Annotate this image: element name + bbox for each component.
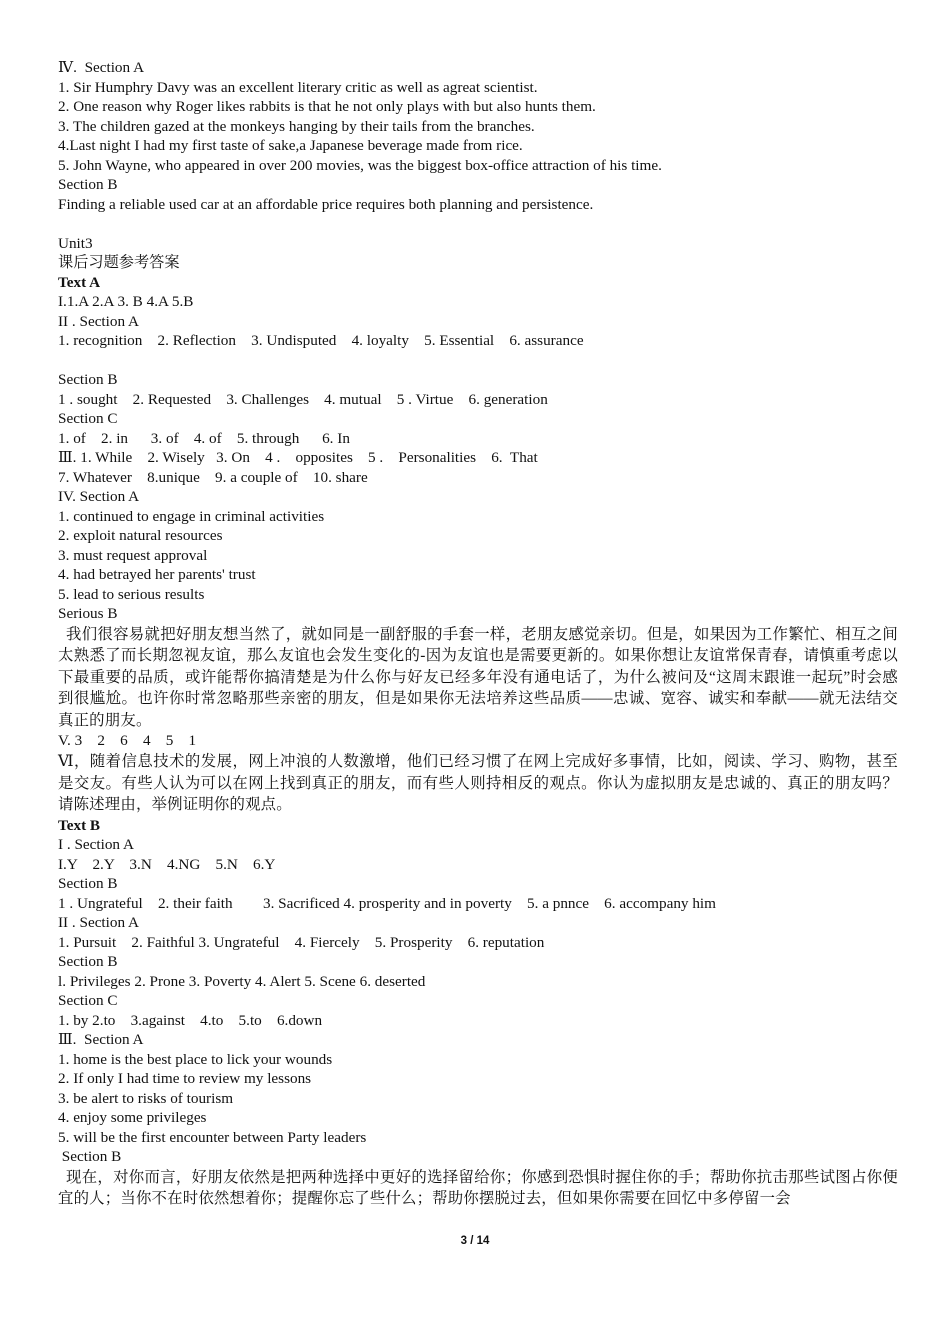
section-heading: I . Section A (58, 836, 134, 854)
text-line: 4.Last night I had my first taste of sake,a Japanese beverage made from rice. (58, 137, 523, 154)
text-line: 2. If only I had time to review my lessons (58, 1070, 312, 1088)
text-line: 2. One reason why Roger likes rabbits is that he not only plays with but also hunts them. (58, 98, 596, 115)
text-line: 4. had betrayed her parents' trust (58, 566, 256, 583)
text-line: 5. lead to serious results (58, 585, 205, 603)
answers-heading: 课后习题参考答案 (58, 254, 180, 271)
section-heading: Section B (58, 953, 118, 971)
text-line: 5. will be the first encounter between Party leaders (58, 1128, 367, 1146)
text-line: 7. Whatever 8.unique 9. a couple of 10. share (58, 468, 368, 486)
page-number: 3 / 14 (460, 1235, 490, 1247)
text-line: 5. John Wayne, who appeared in over 200 movies, was the biggest box-office attraction of his time. (58, 156, 662, 174)
chinese-paragraph: 现在，对你而言，好朋友依然是把两种选择中更好的选择留给你；你感到恐惧时握住你的手；帮助你抗击那些试图占你便宜的人；当你不在时依然想着你；提醒你忘了些什么；帮助你摆脱过去，但如果你需要在回忆中多停留一会 (58, 1168, 898, 1208)
text-line: 3. The children gazed at the monkeys hanging by their tails from the branches. (58, 117, 535, 135)
unit-heading: Unit3 (58, 234, 93, 252)
text-line: l. Privileges 2. Prone 3. Poverty 4. Alert 5. Scene 6. deserted (58, 972, 426, 990)
text-line: I.Y 2.Y 3.N 4.NG 5.N 6.Y (58, 855, 276, 873)
section-heading: Section B (58, 875, 118, 893)
text-line: 1. home is the best place to lick your wounds (58, 1050, 333, 1068)
section-heading: Section B (58, 176, 118, 193)
text-line: 1. of 2. in 3. of 4. of 5. through 6. In (58, 429, 350, 447)
text-line: 3. must request approval (58, 546, 208, 564)
text-heading: Text A (58, 273, 101, 291)
text-line: Finding a reliable used car at an affordable price requires both planning and persistence. (58, 195, 594, 213)
text-line: I.1.A 2.A 3. B 4.A 5.B (58, 293, 194, 310)
text-line: 4. enjoy some privileges (58, 1109, 207, 1127)
text-line: 1 . Ungrateful 2. their faith 3. Sacrificed 4. prosperity and in poverty 5. a pnnce 6. accompany him (58, 894, 716, 912)
text-line: 3. be alert to risks of tourism (58, 1089, 234, 1107)
section-heading: Section B (58, 1148, 122, 1166)
text-line: 1. Pursuit 2. Faithful 3. Ungrateful 4. Fiercely 5. Prosperity 6. reputation (58, 933, 545, 951)
text-line: 1. continued to engage in criminal activities (58, 507, 325, 525)
section-heading: Section C (58, 992, 118, 1010)
text-line: 2. exploit natural resources (58, 527, 223, 544)
chinese-paragraph: 我们很容易就把好朋友想当然了，就如同是一副舒服的手套一样，老朋友感觉亲切。但是，如果因为工作繁忙、相互之间太熟悉了而长期忽视友谊，那么友谊也会发生变化的-因为友谊也是需要更新的。如果你想让友谊常保青春，请慎重考虑以下最重要的品质，或许能帮你搞清楚是为什么你与好友已经多年没有通电话了，为什么被问及“这周末跟谁一起玩”时会感到很尴尬。也许你时常忽略那些亲密的朋友，但是如果你无法培养这些品质——忠诚、宽容、诚实和奉献——就无法结交真正的朋友。 (58, 625, 898, 729)
blank-line (58, 351, 898, 371)
section-heading: Serious B (58, 605, 118, 622)
section-heading: Section C (58, 410, 118, 427)
section-heading: IV. Section A (58, 488, 140, 505)
text-line: 1 . sought 2. Requested 3. Challenges 4. mutual 5 . Virtue 6. generation (58, 390, 548, 408)
section-heading: II . Section A (58, 312, 139, 330)
chinese-paragraph: Ⅵ，随着信息技术的发展，网上冲浪的人数激增，他们已经习惯了在网上完成好多事情，比如，阅读、学习、购物，甚至是交友。有些人认为可以在网上找到真正的朋友，而有些人则持相反的观点。你认为虚拟朋友是忠诚的、真正的朋友吗？请陈述理由，举例证明你的观点。 (58, 752, 898, 814)
text-line: V. 3 2 6 4 5 1 (58, 732, 197, 750)
section-heading: Section B (58, 371, 118, 388)
document-page (58, 58, 898, 1210)
text-heading: Text B (58, 816, 101, 834)
section-heading: Ⅲ. Section A (58, 1031, 144, 1049)
blank-line (58, 214, 898, 234)
text-line: Ⅲ. 1. While 2. Wisely 3. On 4 . opposites 5 . Personalities 6. That (58, 449, 538, 466)
section-heading: II . Section A (58, 914, 139, 932)
text-line: 1. by 2.to 3.against 4.to 5.to 6.down (58, 1011, 323, 1029)
text-line: 1. Sir Humphry Davy was an excellent literary critic as well as agreat scientist. (58, 78, 538, 96)
section-heading: Ⅳ. Section A (58, 59, 145, 76)
text-line: 1. recognition 2. Reflection 3. Undisputed 4. loyalty 5. Essential 6. assurance (58, 332, 584, 349)
